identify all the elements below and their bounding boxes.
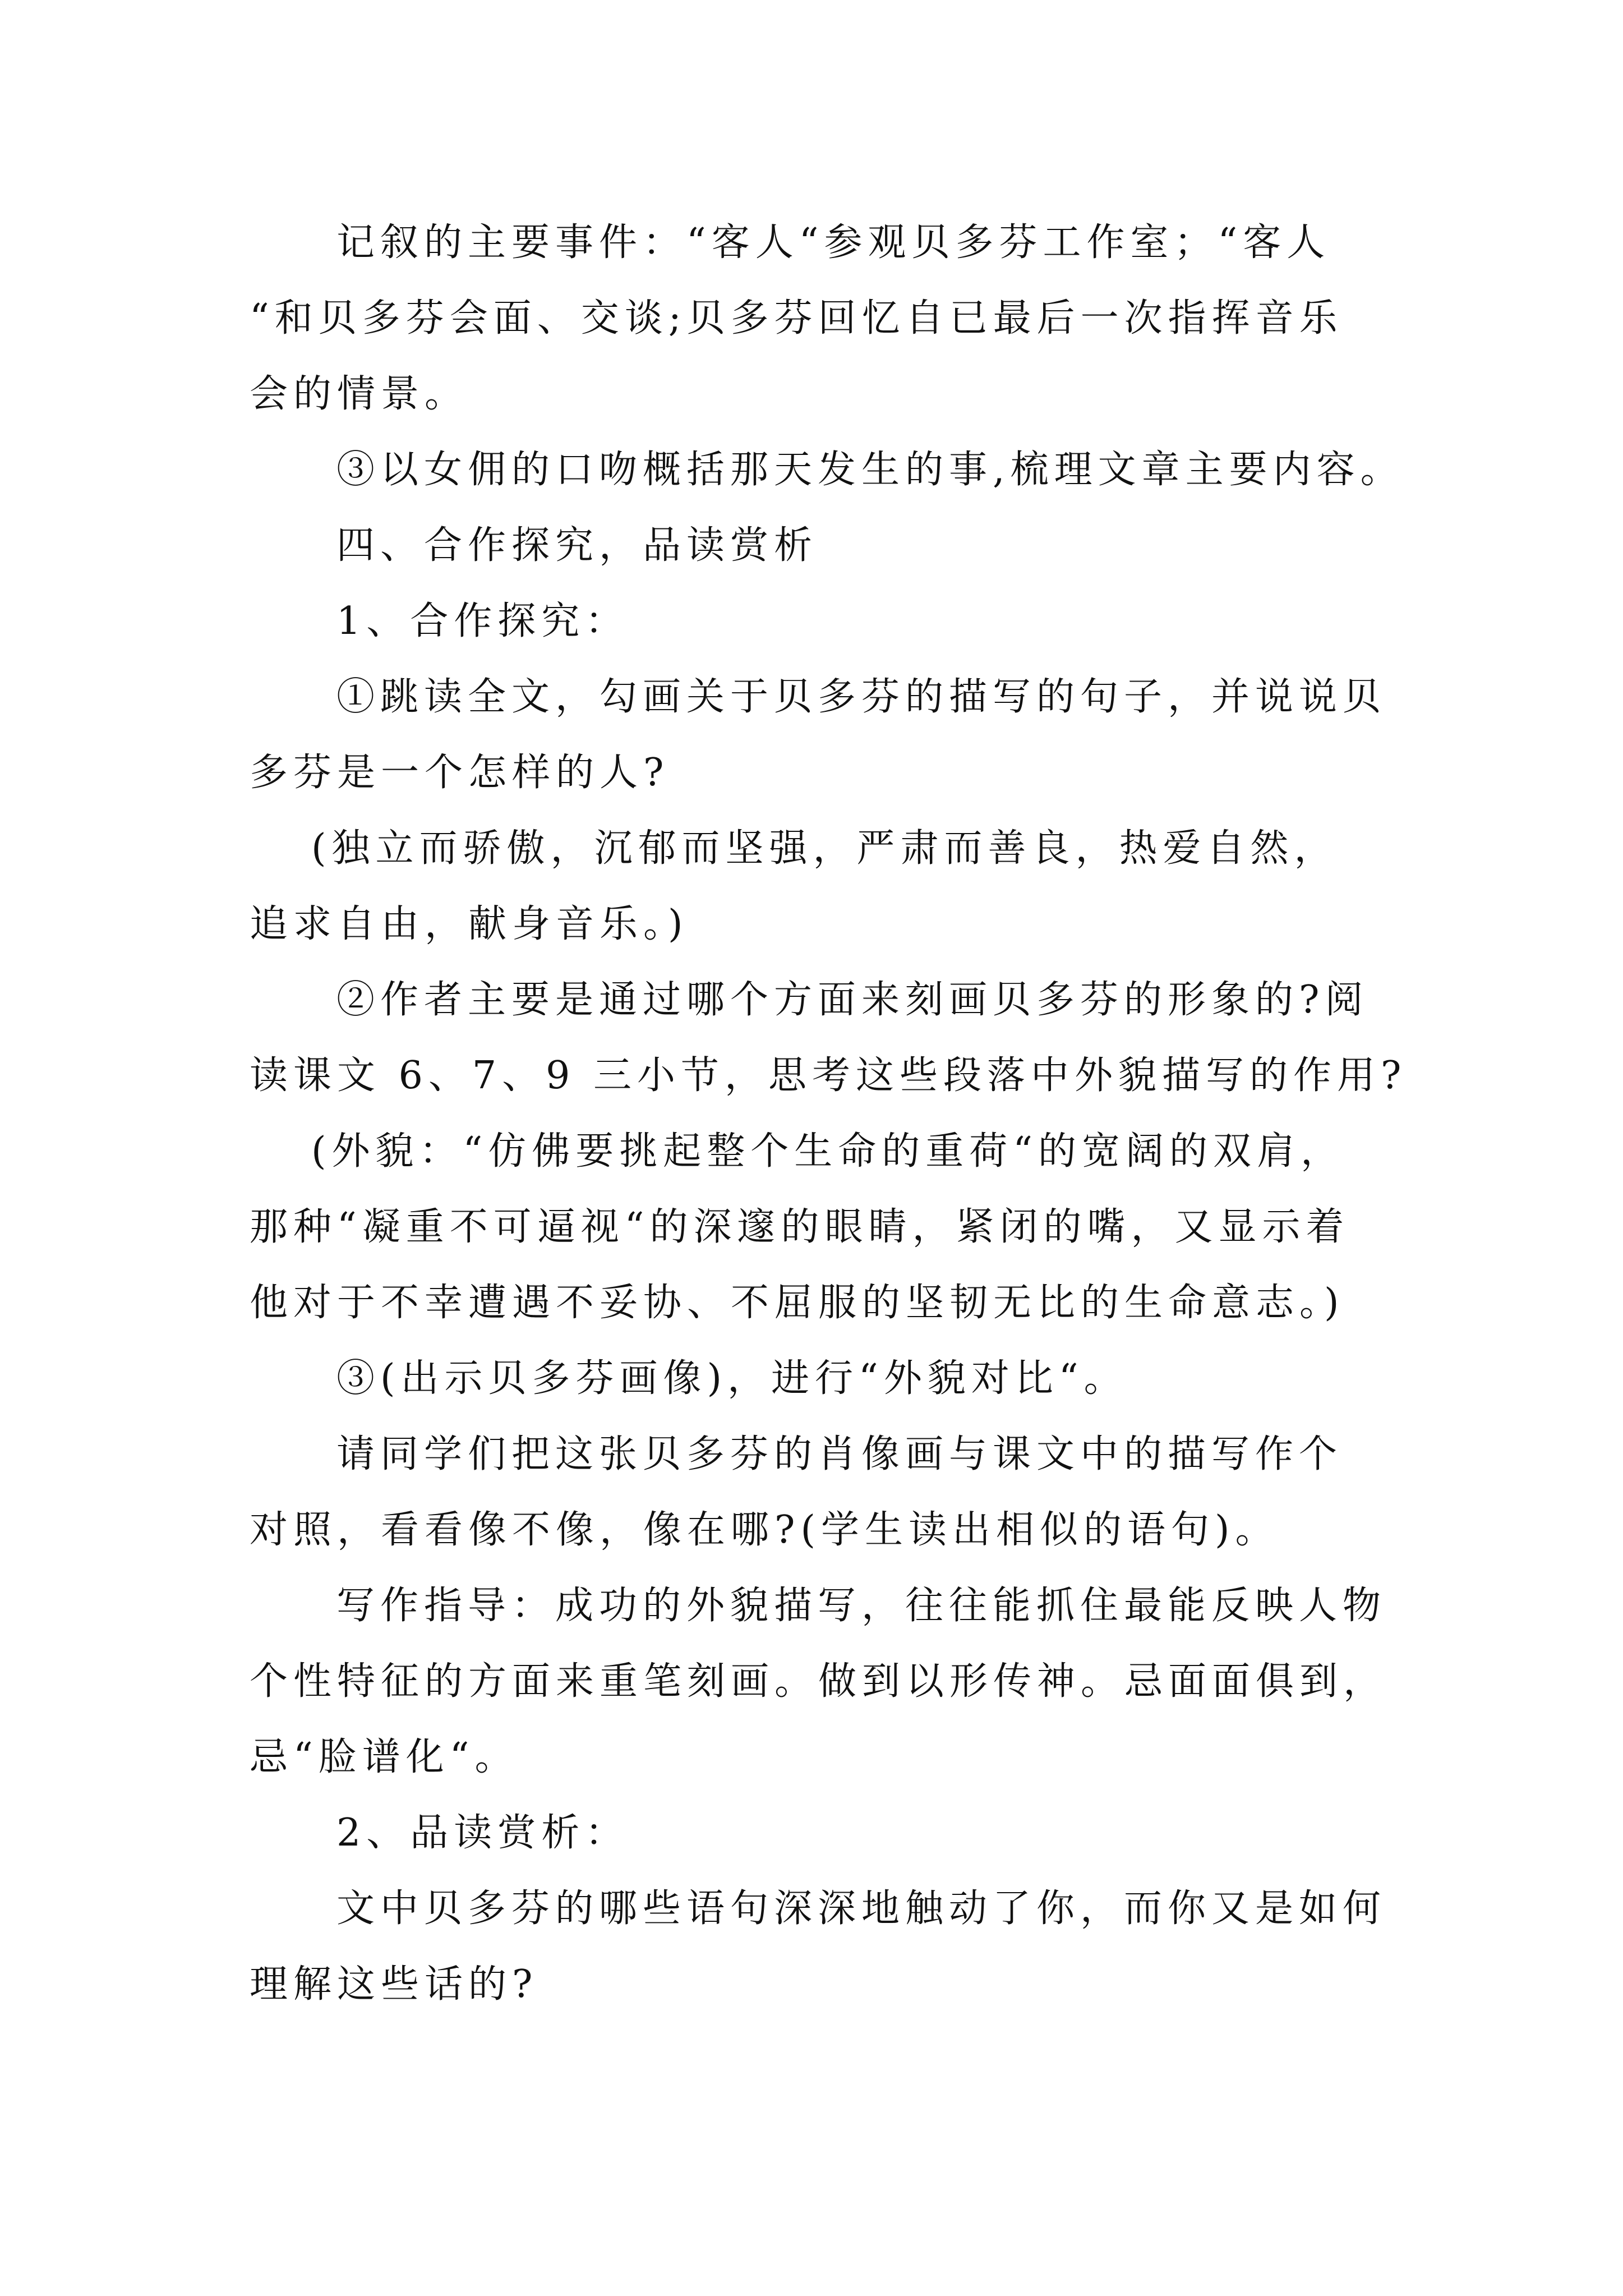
text-line-9: (独立而骄傲，沉郁而坚强，严肃而善良，热爱自然， bbox=[311, 826, 1338, 871]
text-line-1: 记叙的主要事件：“客人“参观贝多芬工作室；“客人 bbox=[336, 220, 1331, 265]
text-line-10: 追求自由，献身音乐。) bbox=[250, 902, 689, 946]
text-line-7: ①跳读全文，勾画关于贝多芬的描写的句子，并说说贝 bbox=[336, 675, 1387, 719]
text-line-13: (外貌：“仿佛要挑起整个生命的重荷“的宽阔的双肩， bbox=[311, 1129, 1345, 1174]
text-line-15: 他对于不幸遭遇不妥协、不屈服的坚韧无比的生命意志。) bbox=[250, 1281, 1345, 1325]
text-line-11: ②作者主要是通过哪个方面来刻画贝多芬的形象的?阅 bbox=[336, 978, 1369, 1022]
subsection-heading-2: 2、品读赏析： bbox=[336, 1811, 629, 1855]
text-line-14: 那种“凝重不可逼视“的深邃的眼睛，紧闭的嘴，又显示着 bbox=[250, 1205, 1350, 1249]
text-line-3: 会的情景。 bbox=[250, 372, 469, 416]
text-line-18: 对照，看看像不像，像在哪?(学生读出相似的语句)。 bbox=[250, 1508, 1279, 1552]
text-line-2: “和贝多芬会面、交谈;贝多芬回忆自已最后一次指挥音乐 bbox=[250, 296, 1343, 341]
text-line-8: 多芬是一个怎样的人? bbox=[250, 751, 670, 795]
subsection-heading-1: 1、合作探究： bbox=[336, 599, 629, 643]
section-heading: 四、合作探究，品读赏析 bbox=[336, 523, 818, 568]
text-line-12: 读课文 6、7、9 三小节，思考这些段落中外貌描写的作用? bbox=[250, 1053, 1407, 1098]
text-line-23: 文中贝多芬的哪些语句深深地触动了你，而你又是如何 bbox=[336, 1887, 1387, 1931]
text-line-20: 个性特征的方面来重笔刻画。做到以形传神。忌面面俱到， bbox=[250, 1659, 1387, 1704]
text-line-4: ③以女佣的口吻概括那天发生的事,梳理文章主要内容。 bbox=[336, 448, 1404, 492]
text-line-16: ③(出示贝多芬画像)，进行“外貌对比“。 bbox=[336, 1356, 1128, 1401]
text-line-19: 写作指导：成功的外貌描写，往往能抓住最能反映人物 bbox=[336, 1584, 1387, 1628]
text-line-21: 忌“脸谱化“。 bbox=[250, 1735, 519, 1779]
text-line-24: 理解这些话的? bbox=[250, 1962, 538, 2007]
text-line-17: 请同学们把这张贝多芬的肖像画与课文中的描写作个 bbox=[336, 1432, 1343, 1476]
